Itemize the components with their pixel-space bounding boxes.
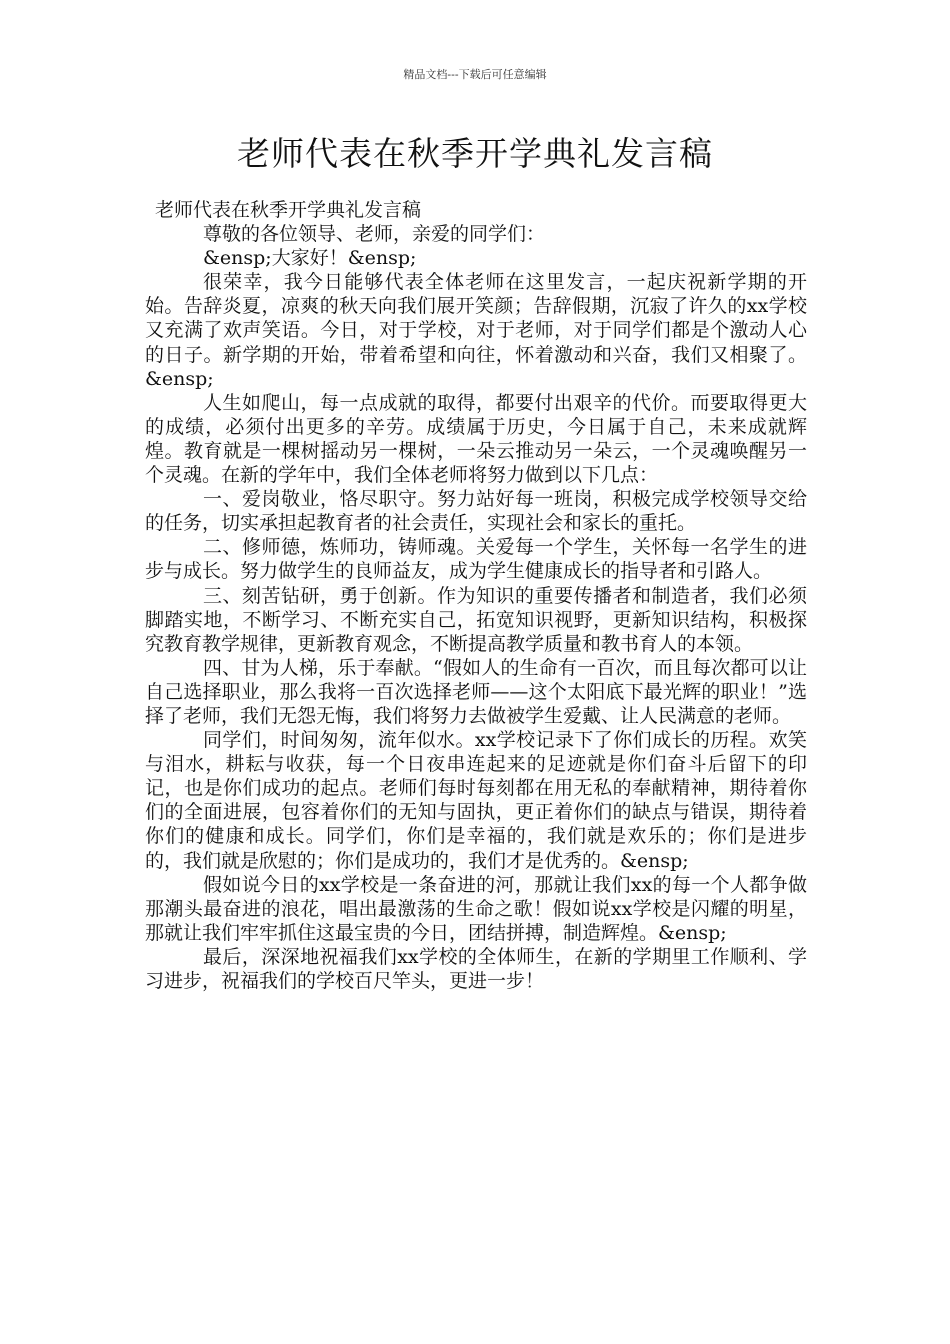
paragraph-hello: &ensp;大家好！&ensp; (203, 247, 417, 270)
document-body (145, 198, 807, 993)
paragraph-river: 假如说今日的xx学校是一条奋进的河，那就让我们xx的每一个人都争做那潮头最奋进的浪花，唱出最激荡的生命之歌！假如说xx学校是闪耀的明星，那就让我们牢牢抓住这最宝贵的今日，团结拼搏，制造辉煌。&ensp; (145, 873, 807, 944)
paragraph-point-four: 四、甘为人梯，乐于奉献。“假如人的生命有一百次，而且每次都可以让自己选择职业，那么我将一百次选择老师——这个太阳底下最光辉的职业！”选择了老师，我们无怨无悔，我们将努力去做被学生爱戴、让人民满意的老师。 (145, 656, 807, 727)
header-note: 精品文档---下载后可任意编辑 (403, 68, 547, 81)
paragraph-greeting: 尊敬的各位领导、老师，亲爱的同学们： (203, 223, 546, 246)
paragraph-closing: 最后，深深地祝福我们xx学校的全体师生，在新的学期里工作顺利、学习进步，祝福我们的学校百尺竿头，更进一步！ (145, 945, 807, 992)
paragraph-climbing: 人生如爬山，每一点成就的取得，都要付出艰辛的代价。而要取得更大的成绩，必须付出更多的辛劳。成绩属于历史，今日属于自己，未来成就辉煌。教育就是一棵树摇动另一棵树，一朵云推动另一朵云，一个灵魂唤醒另一个灵魂。在新的学年中，我们全体老师将努力做到以下几点： (145, 391, 807, 487)
document-subtitle: 老师代表在秋季开学典礼发言稿 (155, 199, 422, 221)
document-title: 老师代表在秋季开学典礼发言稿 (237, 134, 713, 173)
paragraph-point-one: 一、爱岗敬业，恪尽职守。努力站好每一班岗，积极完成学校领导交给的任务，切实承担起教育者的社会责任，实现社会和家长的重托。 (145, 488, 807, 535)
paragraph-point-three: 三、刻苦钻研，勇于创新。作为知识的重要传播者和制造者，我们必须脚踏实地，不断学习、不断充实自己，拓宽知识视野，更新知识结构，积极探究教育教学规律，更新教育观念，不断提高教学质量和教书育人的本领。 (145, 584, 807, 655)
paragraph-opening: 很荣幸，我今日能够代表全体老师在这里发言，一起庆祝新学期的开始。告辞炎夏，凉爽的秋天向我们展开笑颜；告辞假期，沉寂了许久的xx学校又充满了欢声笑语。今日，对于学校，对于老师，对于同学们都是个激动人心的日子。新学期的开始，带着希望和向往，怀着激动和兴奋，我们又相聚了。&ensp; (145, 271, 807, 390)
paragraph-students: 同学们，时间匆匆，流年似水。xx学校记录下了你们成长的历程。欢笑与泪水，耕耘与收获，每一个日夜串连起来的足迹就是你们奋斗后留下的印记，也是你们成功的起点。老师们每时每刻都在用无私的奉献精神，期待着你们的全面进展，包容着你们的无知与固执，更正着你们的缺点与错误，期待着你们的健康和成长。同学们，你们是幸福的，我们就是欢乐的；你们是进步的，我们就是欣慰的；你们是成功的，我们才是优秀的。&ensp; (145, 729, 807, 872)
paragraph-point-two: 二、修师德，炼师功，铸师魂。关爱每一个学生，关怀每一名学生的进步与成长。努力做学生的良师益友，成为学生健康成长的指导者和引路人。 (145, 536, 807, 583)
